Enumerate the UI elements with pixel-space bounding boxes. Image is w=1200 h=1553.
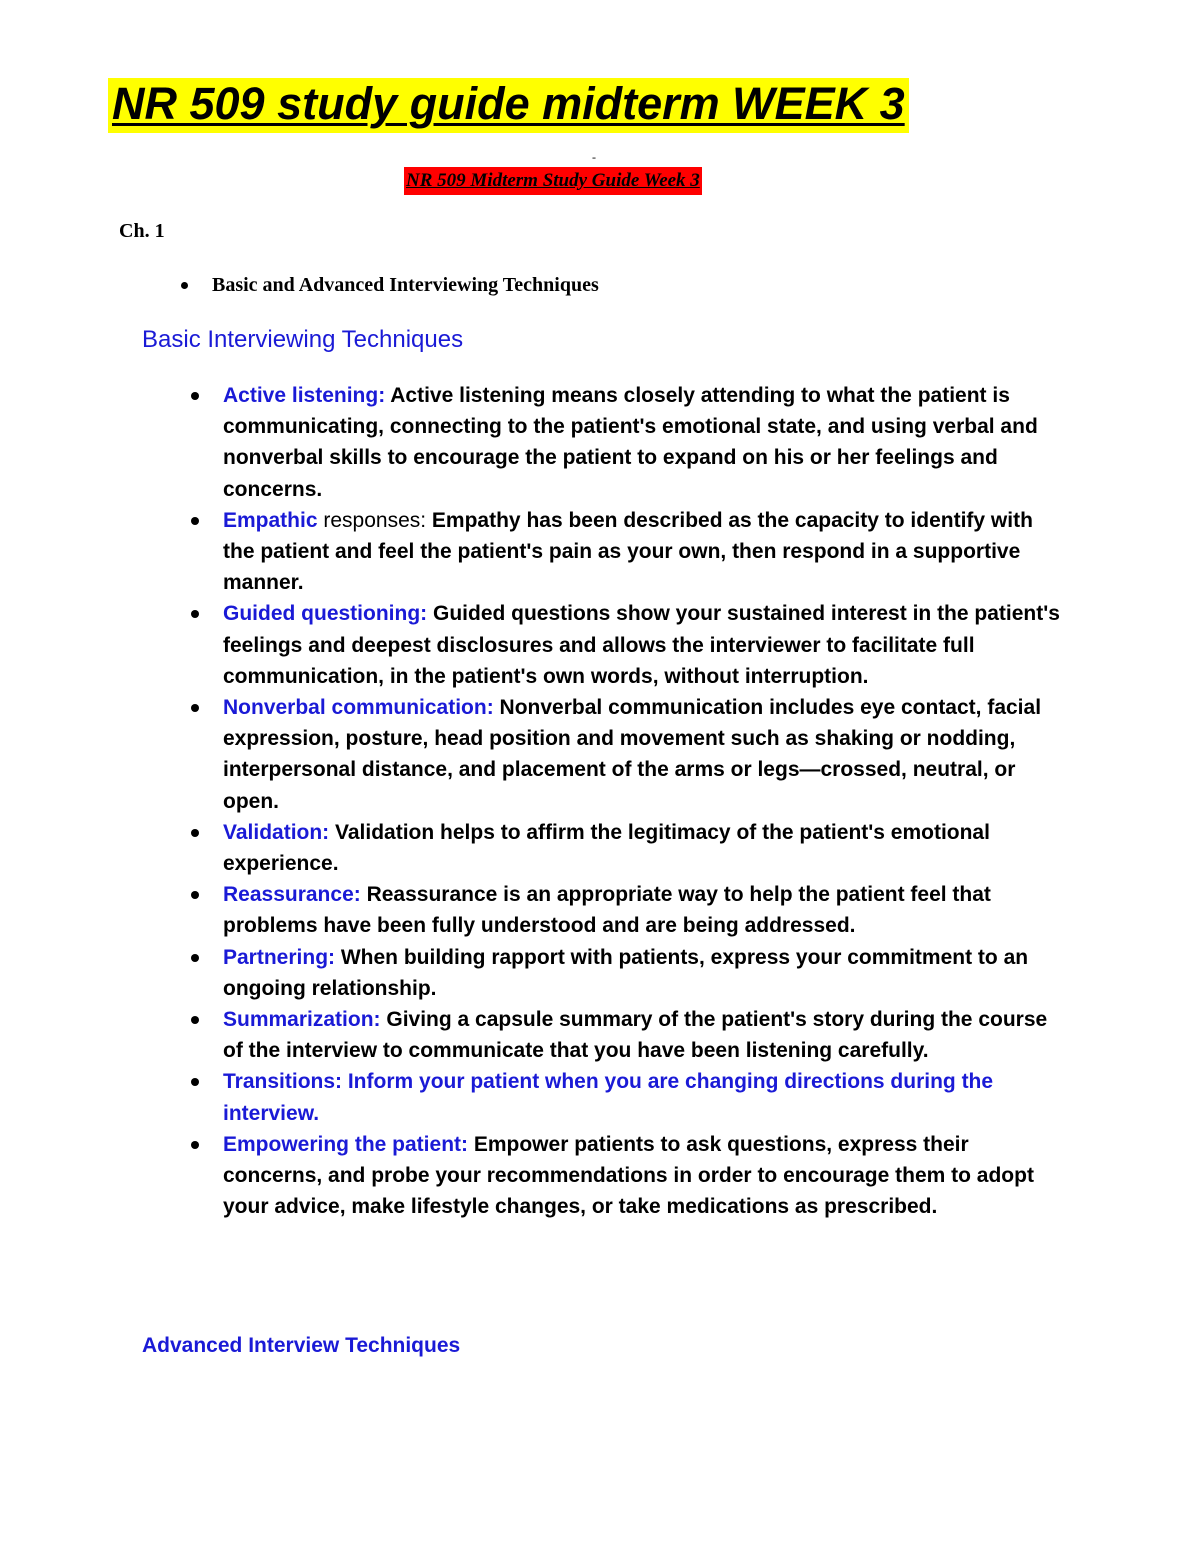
technique-term-rest: responses: — [317, 508, 427, 532]
basic-techniques-heading: Basic Interviewing Techniques — [142, 326, 464, 353]
technique-item-empathic-responses — [188, 505, 1068, 599]
bullet-icon — [191, 1141, 199, 1149]
technique-term: Reassurance: — [223, 883, 361, 907]
technique-item-summarization — [188, 1004, 1068, 1066]
technique-term: Nonverbal communication: — [223, 696, 494, 720]
technique-term: Empowering the patient: — [223, 1132, 469, 1156]
technique-description: Empathy has been described as the capacity to identify with the patient and feel the patient's pain as your own, then respond in a supportive manner. — [223, 508, 1033, 595]
document-subtitle: NR 509 Midterm Study Guide Week 3 — [404, 167, 702, 195]
technique-description: Guided questions show your sustained interest in the patient's feelings and deepest disclosures and allows the interviewer to facilitate full communication, in the patient's own words, without interruption. — [223, 602, 1060, 688]
topic-list — [178, 272, 599, 298]
bullet-icon — [191, 954, 199, 962]
bullet-icon — [191, 392, 199, 400]
technique-item-reassurance — [188, 879, 1068, 941]
bullet-icon — [191, 1016, 199, 1024]
technique-item-partnering — [188, 942, 1068, 1004]
advanced-techniques-heading: Advanced Interview Techniques — [142, 1334, 461, 1357]
title-separator: - — [592, 150, 596, 164]
technique-term: Guided questioning: — [223, 602, 428, 626]
technique-description: When building rapport with patients, express your commitment to an ongoing relationship. — [223, 945, 1029, 1000]
technique-list — [188, 380, 1068, 1222]
technique-item-transitions — [188, 1066, 1068, 1128]
technique-description: Empower patients to ask questions, express their concerns, and probe your recommendations in order to encourage them to adopt your advice, make lifestyle changes, or take medications as prescribed. — [223, 1132, 1034, 1219]
bullet-icon — [191, 704, 199, 712]
technique-term: Summarization: — [223, 1008, 381, 1032]
bullet-icon — [191, 517, 199, 525]
technique-description: Active listening means closely attending to what the patient is communicating, connecting to the patient's emotional state, and using verbal and nonverbal skills to encourage the patient to expand on his or her feelings and concerns. — [223, 384, 1038, 501]
bullet-icon — [191, 891, 199, 899]
technique-item-nonverbal-communication — [188, 692, 1068, 817]
topic-item — [178, 272, 599, 298]
chapter-label: Ch. 1 — [119, 220, 165, 242]
bullet-icon — [181, 282, 188, 289]
technique-term: Active listening: — [223, 384, 386, 407]
technique-description: Validation helps to affirm the legitimacy of the patient's emotional experience. — [223, 820, 990, 876]
technique-item-active-listening — [188, 380, 1068, 505]
technique-description: Giving a capsule summary of the patient's story during the course of the interview to communicate that you have been listening carefully. — [223, 1008, 1048, 1063]
technique-description: Nonverbal communication includes eye contact, facial expression, posture, head position and movement such as shaking or nodding, interpersonal distance, and placement of the arms or legs—crossed, neutral, or open. — [223, 696, 1042, 813]
bullet-icon — [191, 610, 199, 618]
technique-item-validation — [188, 817, 1068, 879]
document-title-text: NR 509 study guide midterm WEEK 3 — [108, 78, 909, 133]
bullet-icon — [191, 829, 199, 837]
document-title — [108, 76, 909, 132]
topic-item-label: Basic and Advanced Interviewing Techniques — [212, 274, 599, 296]
technique-term: Partnering: — [223, 945, 336, 969]
technique-term: Empathic — [223, 508, 318, 532]
technique-term: Transitions: Inform your patient when you are changing directions during the interview. — [223, 1070, 994, 1125]
bullet-icon — [191, 1078, 199, 1086]
technique-item-empowering-the-patient — [188, 1129, 1068, 1223]
technique-description: Reassurance is an appropriate way to help the patient feel that problems have been fully understood and are being addressed. — [223, 883, 991, 938]
technique-item-guided-questioning — [188, 598, 1068, 692]
technique-term: Validation: — [223, 820, 330, 844]
